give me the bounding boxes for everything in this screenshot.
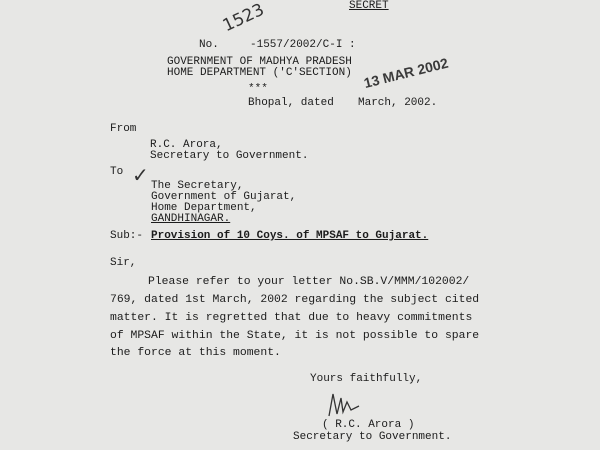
salutation: Sir,: [110, 257, 137, 269]
signatory-name: ( R.C. Arora ): [322, 419, 415, 431]
from-label: From: [110, 123, 137, 135]
to-line: The Secretary,: [151, 180, 244, 192]
number-prefix: No.: [199, 39, 219, 51]
to-line: GANDHINAGAR.: [151, 213, 231, 225]
org-line-1: GOVERNMENT OF MADHYA PRADESH: [167, 56, 352, 68]
signature-icon: [325, 392, 365, 418]
body-line: 769, dated 1st March, 2002 regarding the subject cited: [110, 294, 480, 306]
body-line: Please refer to your letter No.SB.V/MMM/102002/: [148, 276, 470, 288]
org-line-2: HOME DEPARTMENT ('C'SECTION): [167, 67, 352, 79]
body-line: of MPSAF within the State, it is not possible to spare: [110, 330, 480, 342]
from-name: R.C. Arora,: [150, 139, 223, 151]
tick-mark-icon: ✓: [132, 163, 149, 187]
date-stamp: 13 MAR 2002: [362, 54, 450, 91]
to-line: Home Department,: [151, 202, 257, 214]
dated-suffix: March, 2002.: [358, 97, 438, 109]
body-line: matter. It is regretted that due to heavy commitments: [110, 312, 473, 324]
classification-label: SECRET: [349, 0, 389, 12]
subject-text: Provision of 10 Coys. of MPSAF to Gujarat.: [151, 230, 429, 242]
document-number: -1557/2002/C-I :: [250, 39, 356, 51]
signatory-title: Secretary to Government.: [293, 431, 452, 443]
valediction: Yours faithfully,: [310, 373, 423, 385]
to-label: To: [110, 166, 124, 178]
from-title: Secretary to Government.: [150, 150, 309, 162]
dated-prefix: Bhopal, dated: [248, 97, 334, 109]
to-line: Government of Gujarat,: [151, 191, 297, 203]
separator: ***: [248, 83, 268, 95]
handwritten-number: 1523: [219, 0, 268, 37]
subject-label: Sub:-: [110, 230, 144, 242]
body-line: the force at this moment.: [110, 347, 281, 359]
